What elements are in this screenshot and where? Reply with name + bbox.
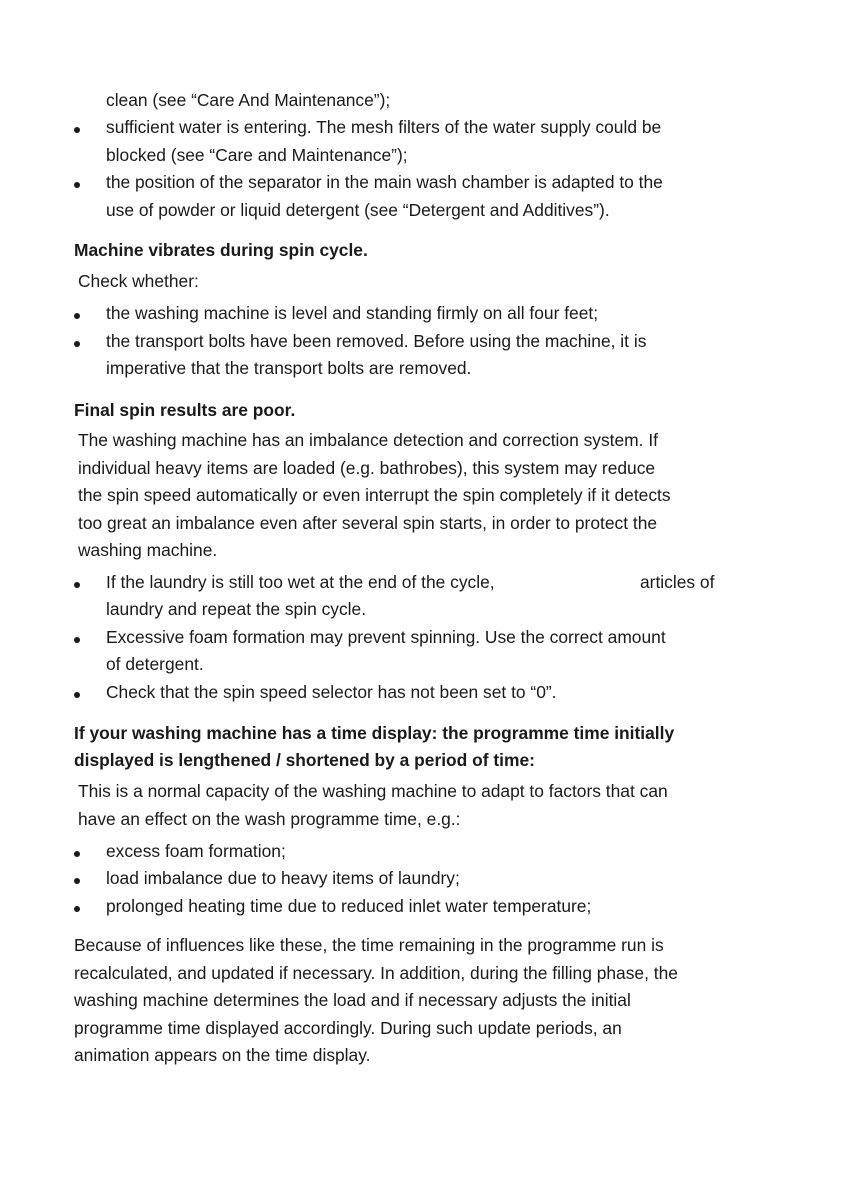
- closing-paragraph-line: recalculated, and updated if necessary. In addition, during the filling phase, the: [74, 963, 678, 983]
- list-item-line: of detergent.: [106, 654, 204, 674]
- list-item-line: load imbalance due to heavy items of laundry;: [106, 868, 460, 888]
- paragraph-line: individual heavy items are loaded (e.g. bathrobes), this system may reduce: [78, 458, 656, 478]
- paragraph-line: washing machine.: [78, 540, 218, 560]
- bullet-icon: [74, 906, 80, 912]
- list-item-line: the position of the separator in the main wash chamber is adapted to the: [106, 172, 663, 192]
- list-item-line: sufficient water is entering. The mesh filters of the water supply could be: [106, 117, 662, 137]
- paragraph-line: have an effect on the wash programme time, e.g.:: [78, 809, 461, 829]
- paragraph-line: the spin speed automatically or even interrupt the spin completely if it detects: [78, 485, 671, 505]
- bullet-icon: [74, 878, 80, 884]
- list-item-line: imperative that the transport bolts are removed.: [106, 358, 472, 378]
- list-item-line: excess foam formation;: [106, 841, 286, 861]
- bullet-icon: [74, 341, 80, 347]
- bullet-icon: [74, 127, 80, 133]
- bullet-icon: [74, 313, 80, 319]
- bullet-icon: [74, 582, 80, 588]
- bullet-icon: [74, 182, 80, 188]
- bullet-icon: [74, 851, 80, 857]
- list-item-line: If the laundry is still too wet at the end of the cycle,: [106, 572, 495, 592]
- list-item-line: laundry and repeat the spin cycle.: [106, 599, 367, 619]
- bullet-icon: [74, 637, 80, 643]
- section-heading-spin: Final spin results are poor.: [74, 400, 296, 420]
- closing-paragraph-line: programme time displayed accordingly. During such update periods, an: [74, 1018, 622, 1038]
- section-heading-vibrates: Machine vibrates during spin cycle.: [74, 240, 368, 260]
- closing-paragraph-line: washing machine determines the load and if necessary adjusts the initial: [74, 990, 631, 1010]
- closing-paragraph-line: animation appears on the time display.: [74, 1045, 371, 1065]
- list-item-line: the washing machine is level and standing firmly on all four feet;: [106, 303, 599, 323]
- closing-paragraph-line: Because of influences like these, the time remaining in the programme run is: [74, 935, 664, 955]
- paragraph-line: This is a normal capacity of the washing machine to adapt to factors that can: [78, 781, 668, 801]
- section-heading-time: If your washing machine has a time display: the programme time initially: [74, 723, 675, 743]
- paragraph-line: too great an imbalance even after several spin starts, in order to protect the: [78, 513, 658, 533]
- section-intro: Check whether:: [78, 271, 199, 291]
- list-item-line-end: articles of: [640, 572, 715, 592]
- list-item-continuation: clean (see “Care And Maintenance”);: [106, 90, 391, 110]
- section-heading-time-cont: displayed is lengthened / shortened by a period of time:: [74, 750, 535, 770]
- paragraph-line: The washing machine has an imbalance detection and correction system. If: [78, 430, 658, 450]
- list-item-line: blocked (see “Care and Maintenance”);: [106, 145, 408, 165]
- list-item-line: prolonged heating time due to reduced inlet water temperature;: [106, 896, 592, 916]
- list-item-line: Excessive foam formation may prevent spinning. Use the correct amount: [106, 627, 666, 647]
- list-item-line: use of powder or liquid detergent (see “Detergent and Additives”).: [106, 200, 610, 220]
- list-item-line: Check that the spin speed selector has not been set to “0”.: [106, 682, 557, 702]
- list-item-line: the transport bolts have been removed. Before using the machine, it is: [106, 331, 647, 351]
- bullet-icon: [74, 692, 80, 698]
